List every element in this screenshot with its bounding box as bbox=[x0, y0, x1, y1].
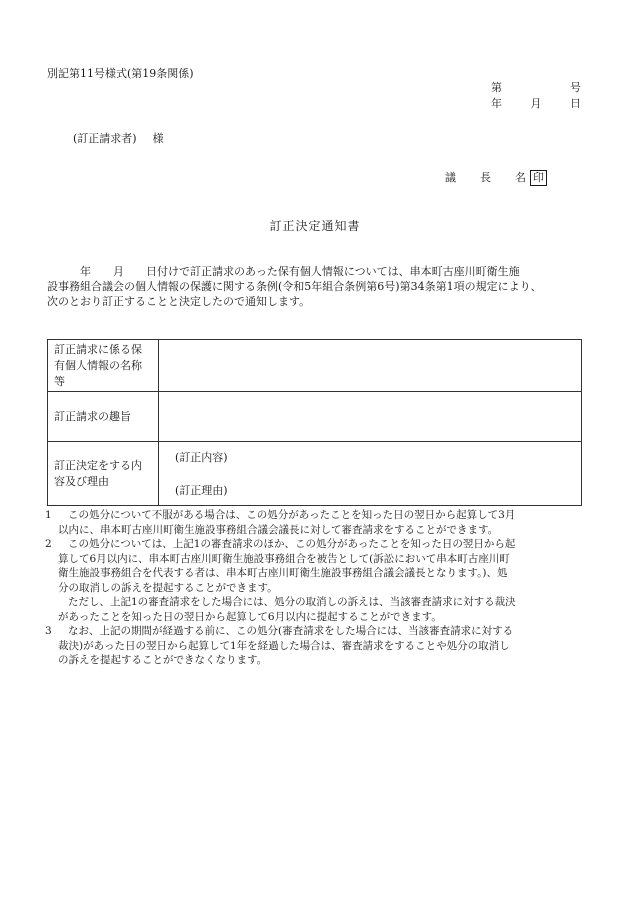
table-row bbox=[48, 392, 582, 442]
date-line bbox=[491, 96, 581, 112]
recipient-label: (訂正請求者) bbox=[73, 132, 137, 145]
date-month: 月 bbox=[530, 97, 542, 110]
note-3-line1: なお、上記の期間が経過する前に、この処分(審査請求をした場合には、当該審査請求に対する bbox=[68, 625, 514, 637]
chair-char-1: 議 bbox=[445, 171, 456, 184]
body-line-3: 次のとおり訂正することと決定したので通知します。 bbox=[47, 295, 311, 308]
note-2-sub-line2: があったことを知った日の翌日から起算して6月以内に提起することができます。 bbox=[58, 610, 442, 623]
row1-value bbox=[159, 340, 582, 392]
note-3-number: 3 bbox=[45, 625, 52, 637]
row1-label-line1: 訂正請求に係る保 bbox=[54, 342, 142, 356]
note-2-line3: 衛生施設事務組合を代表する者は、串本町古座川町衛生施設事務組合議会議長となります。)、処 bbox=[58, 567, 508, 579]
chair-char-2: 長 bbox=[480, 171, 491, 184]
note-1-line1: この処分について不服がある場合は、この処分があったことを知った日の翌日から起算して3月 bbox=[68, 509, 516, 521]
note-2-number: 2 bbox=[45, 538, 52, 550]
table-row bbox=[48, 340, 582, 392]
date-year: 年 bbox=[491, 97, 502, 110]
row1-label-line3: 等 bbox=[54, 374, 65, 388]
note-1-line2: 以内に、串本町古座川町衛生施設事務組合議会議長に対して審査請求をすることができます。 bbox=[58, 523, 499, 536]
body-paragraph bbox=[47, 264, 587, 309]
document-number-line bbox=[491, 80, 581, 96]
number-suffix: 号 bbox=[570, 81, 581, 94]
note-2-line2: 算して6月以内に、串本町古座川町衛生施設事務組合を被告として(訴訟において串本町古座川町 bbox=[58, 552, 510, 565]
issue-number-date bbox=[491, 80, 581, 112]
document-title: 訂正決定通知書 bbox=[269, 219, 361, 233]
recipient bbox=[73, 131, 164, 146]
note-3-line3: の訴えを提起することができなくなります。 bbox=[58, 654, 268, 666]
row3-label-line2: 容及び理由 bbox=[54, 474, 109, 488]
row3-label bbox=[48, 442, 159, 506]
note-2-proviso bbox=[40, 595, 588, 624]
row1-label-line2: 有個人情報の名称 bbox=[54, 358, 142, 372]
correction-info-table bbox=[47, 339, 582, 506]
sender-chair bbox=[445, 170, 547, 186]
note-2-sub-line1: ただし、上記1の審査請求をした場合には、処分の取消しの訴えは、当該審査請求に対する裁決 bbox=[68, 596, 516, 608]
note-3-line2: 裁決)があった日の翌日から起算して1年を経過した場合は、審査請求をすることや処分の取消し bbox=[58, 639, 510, 652]
row2-value bbox=[159, 392, 582, 442]
correction-content-label: (訂正内容) bbox=[175, 450, 228, 464]
number-prefix: 第 bbox=[491, 81, 502, 94]
table-row bbox=[48, 442, 582, 506]
row3-value bbox=[159, 442, 582, 506]
correction-reason-label: (訂正理由) bbox=[175, 483, 228, 497]
recipient-honorific: 様 bbox=[152, 132, 164, 145]
note-1 bbox=[40, 508, 588, 537]
row1-label bbox=[48, 340, 159, 392]
note-2-line1: この処分については、上記1の審査請求のほか、この処分があったことを知った日の翌日から起 bbox=[68, 538, 516, 550]
notes-section bbox=[40, 508, 588, 668]
body-line-1: 年 月 日付けで訂正請求のあった保有個人情報については、串本町古座川町衛生施 bbox=[47, 265, 520, 278]
note-2-line4: 分の取消しの訴えを提起することができます。 bbox=[58, 581, 278, 594]
row2-label: 訂正請求の趣旨 bbox=[48, 392, 159, 442]
seal-mark: 印 bbox=[530, 170, 547, 186]
form-number: 別記第11号様式(第19条関係) bbox=[47, 67, 194, 80]
chair-char-3: 名 bbox=[515, 171, 526, 184]
body-line-2: 設事務組合議会の個人情報の保護に関する条例(令和5年組合条例第6号)第34条第1項の規定により、 bbox=[47, 280, 542, 293]
note-3 bbox=[40, 624, 588, 668]
date-day: 日 bbox=[570, 97, 581, 110]
note-2 bbox=[40, 537, 588, 595]
row3-label-line1: 訂正決定をする内 bbox=[54, 458, 142, 472]
note-1-number: 1 bbox=[45, 509, 52, 521]
